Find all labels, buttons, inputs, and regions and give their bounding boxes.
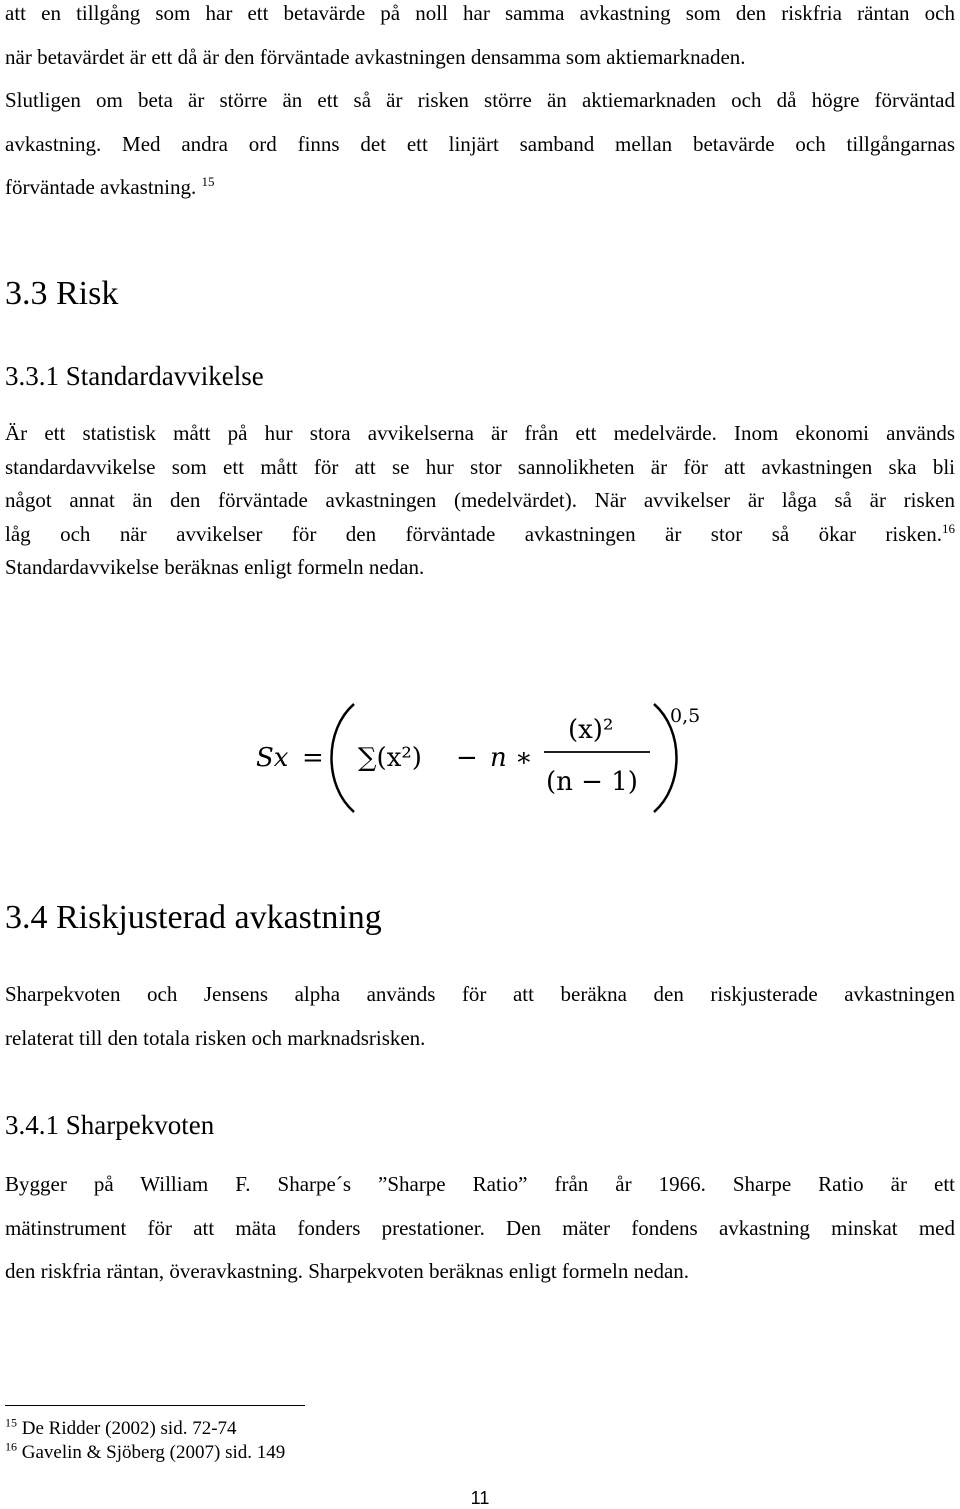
intro-line-2: när betavärdet är ett då är den förväntade avkastningen densamma som aktiemarknaden. (5, 44, 746, 69)
section-heading-3-3: 3.3 Risk (5, 275, 119, 312)
intro-paragraph (5, 0, 955, 210)
formula-n-term: n ∗ (490, 743, 533, 773)
intro-line-3: Slutligen om beta är större än ett så är risken större än aktiemarknaden och då högre förväntad (5, 88, 955, 112)
section-heading-3-4: 3.4 Riskjusterad avkastning (5, 899, 382, 936)
footnote-15-text: De Ridder (2002) sid. 72-74 (21, 1418, 237, 1439)
footnote-16 (5, 1439, 286, 1464)
footnote-ref-15: 15 (201, 174, 215, 189)
risk-line-2: relaterat till den totala risken och marknadsrisken. (5, 1025, 426, 1050)
footnote-15-number: 15 (5, 1415, 17, 1430)
intro-line-5-text: förväntade avkastning. (5, 175, 197, 199)
formula-exponent: 0,5 (670, 705, 701, 727)
std-line-4-text: låg och när avvikelser för den förväntade avkastningen är stor så ökar risken. (5, 521, 942, 546)
std-line-5: Standardavvikelse beräknas enligt formeln nedan. (5, 555, 425, 580)
section-heading-3-4-1: 3.4.1 Sharpekvoten (5, 1110, 215, 1140)
intro-line-5 (5, 166, 955, 210)
riskjusterad-paragraph (5, 973, 955, 1060)
std-line-3: något annat än den förväntade avkastningen (medelvärdet). När avvikelser är låga så är risken (5, 488, 955, 513)
section-heading-3-3-1: 3.3.1 Standardavvikelse (5, 361, 264, 391)
intro-line-4: avkastning. Med andra ord finns det ett linjärt samband mellan betavärde och tillgångarnas (5, 131, 955, 156)
sharpe-paragraph (5, 1163, 955, 1294)
standardavvikelse-paragraph (5, 417, 955, 585)
formula-lhs: Sx (256, 743, 289, 773)
footnote-16-text: Gavelin & Sjöberg (2007) sid. 149 (21, 1442, 286, 1463)
footnote-15 (5, 1415, 237, 1440)
formula-sum-term: ∑(x²) (358, 743, 422, 773)
formula-minus: − (456, 743, 478, 773)
risk-line-1: Sharpekvoten och Jensens alpha används för att beräkna den riskjusterade avkastningen (5, 982, 955, 1006)
std-line-2: standardavvikelse som ett mått för att se hur stor sannolikheten är för att avkastningen ska bli (5, 454, 955, 479)
std-line-4 (5, 518, 955, 552)
left-paren (332, 704, 355, 812)
footnote-16-number: 16 (5, 1439, 17, 1454)
std-line-1: Är ett statistisk mått på hur stora avvikelserna är från ett medelvärde. Inom ekonomi används (5, 421, 955, 445)
intro-line-1: att en tillgång som har ett betavärde på noll har samma avkastning som den riskfria räntan och (5, 1, 955, 25)
sharpe-line-3: den riskfria räntan, överavkastning. Sharpekvoten beräknas enligt formeln nedan. (5, 1259, 690, 1284)
sharpe-line-2: mätinstrument för att mäta fonders prestationer. Den mäter fondens avkastning minskat med (5, 1215, 955, 1240)
footnote-separator (5, 1405, 305, 1406)
formula-equals: = (302, 743, 324, 773)
page-number: 11 (470, 1488, 490, 1508)
footnote-ref-16: 16 (942, 520, 955, 536)
formula-numerator: (x)² (568, 715, 614, 745)
sharpe-line-1: Bygger på William F. Sharpe´s ”Sharpe Ratio” från år 1966. Sharpe Ratio är ett (5, 1172, 955, 1196)
formula-denominator: (n − 1) (546, 767, 638, 797)
standard-deviation-formula (250, 690, 720, 820)
